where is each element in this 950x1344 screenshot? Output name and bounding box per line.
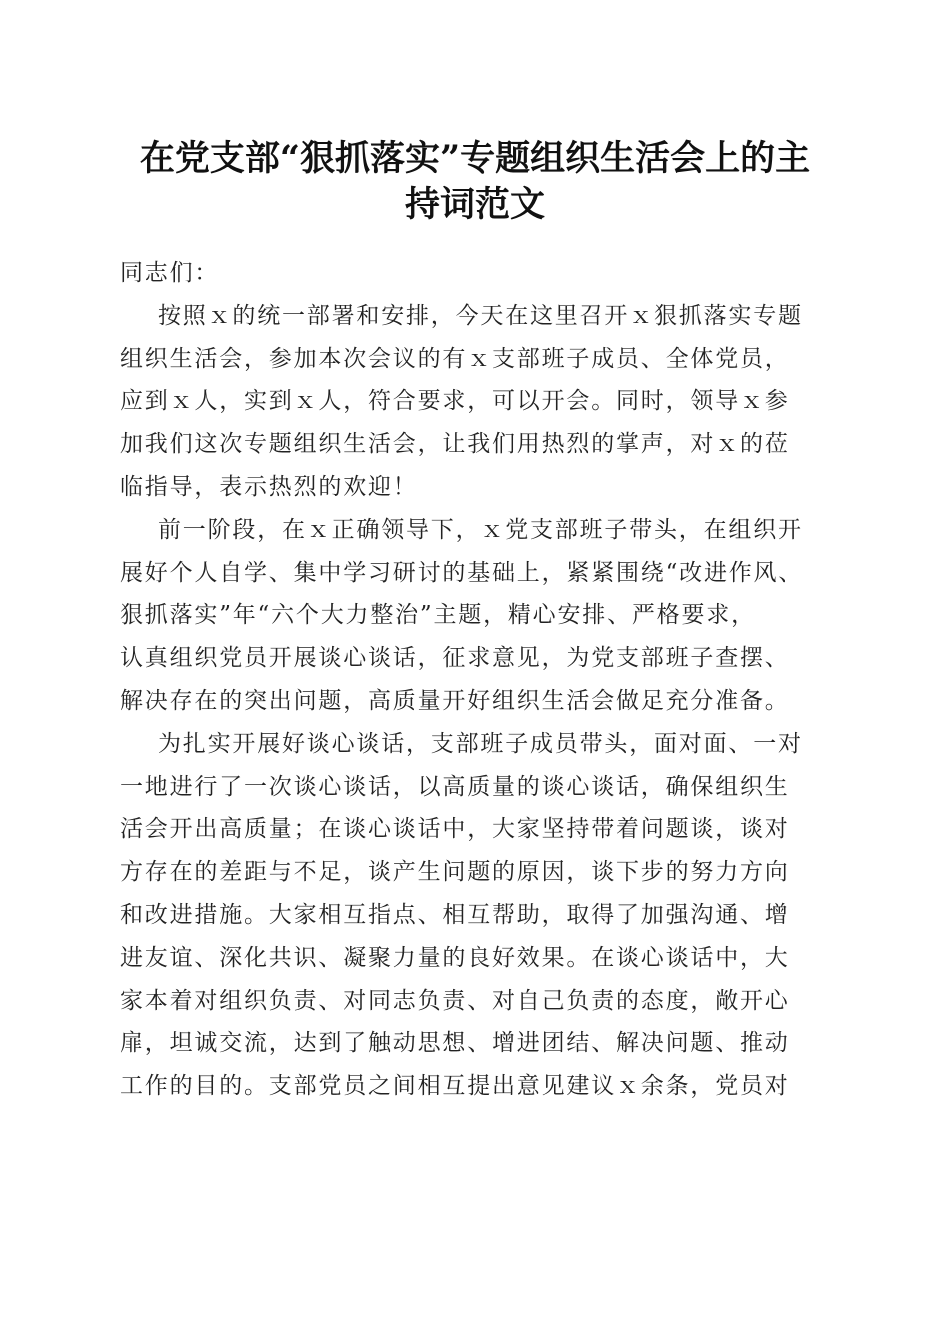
paragraph-line: 方存在的差距与不足，谈产生问题的原因，谈下步的努力方向 bbox=[120, 859, 790, 886]
paragraph-2 bbox=[120, 509, 840, 723]
paragraph-line: 进友谊、深化共识、凝聚力量的良好效果。在谈心谈话中，大 bbox=[120, 944, 790, 971]
paragraph-line: 为扎实开展好谈心谈话，支部班子成员带头，面对面、一对 bbox=[158, 730, 803, 757]
paragraph-line: 应到ｘ人，实到ｘ人，符合要求，可以开会。同时，领导ｘ参 bbox=[120, 388, 790, 415]
paragraph-line: 临指导，表示热烈的欢迎！ bbox=[120, 473, 418, 500]
paragraph-line: 狠抓落实”年“六个大力整治”主题，精心安排、严格要求， bbox=[120, 602, 756, 629]
paragraph-line: 解决存在的突出问题，高质量开好组织生活会做足充分准备。 bbox=[120, 687, 790, 714]
document-body bbox=[120, 252, 840, 1108]
paragraph-line: 和改进措施。大家相互指点、相互帮助，取得了加强沟通、增 bbox=[120, 901, 790, 928]
paragraph-line: 组织生活会，参加本次会议的有ｘ支部班子成员、全体党员， bbox=[120, 345, 790, 372]
title-line-2: 持词范文 bbox=[404, 184, 545, 225]
salutation: 同志们： bbox=[120, 260, 220, 286]
paragraph-line: 活会开出高质量；在谈心谈话中，大家坚持带着问题谈，谈对 bbox=[120, 816, 790, 843]
paragraph-1 bbox=[120, 295, 840, 509]
paragraph-3 bbox=[120, 723, 840, 1108]
document-title bbox=[90, 136, 860, 228]
paragraph-line: 展好个人自学、集中学习研讨的基础上，紧紧围绕“改进作风、 bbox=[120, 559, 804, 586]
paragraph-line: 一地进行了一次谈心谈话，以高质量的谈心谈话，确保组织生 bbox=[120, 773, 790, 800]
paragraph-line: 前一阶段，在ｘ正确领导下，ｘ党支部班子带头，在组织开 bbox=[158, 516, 803, 543]
paragraph-line: 认真组织党员开展谈心谈话，征求意见，为党支部班子查摆、 bbox=[120, 645, 790, 672]
paragraph-line: 家本着对组织负责、对同志负责、对自己负责的态度，敞开心 bbox=[120, 987, 790, 1014]
paragraph-line: 工作的目的。支部党员之间相互提出意见建议ｘ余条，党员对 bbox=[120, 1073, 790, 1100]
paragraph-line: 加我们这次专题组织生活会，让我们用热烈的掌声，对ｘ的莅 bbox=[120, 431, 790, 458]
paragraph-line: 按照ｘ的统一部署和安排，今天在这里召开ｘ狠抓落实专题 bbox=[158, 302, 803, 329]
paragraph-line: 扉，坦诚交流，达到了触动思想、增进团结、解决问题、推动 bbox=[120, 1030, 790, 1057]
title-line-1: 在党支部“狠抓落实”专题组织生活会上的主 bbox=[139, 138, 811, 179]
